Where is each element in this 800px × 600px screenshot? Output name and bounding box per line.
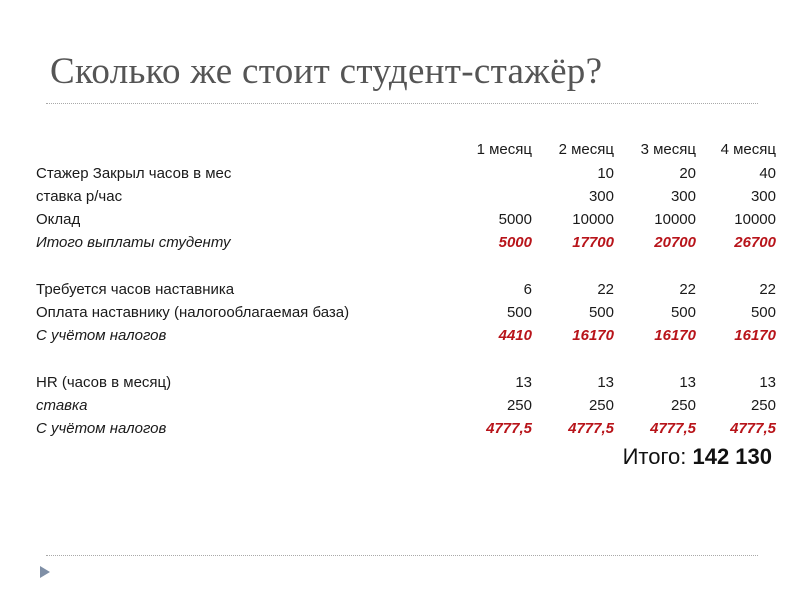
grand-total-value: 142 130	[692, 444, 772, 469]
cell-month-3: 300	[670, 188, 696, 205]
row-label: Требуется часов наставника	[36, 281, 235, 298]
cell-month-3: 250	[670, 397, 696, 414]
row-label: Стажер Закрыл часов в мес	[36, 165, 232, 182]
table-row-student-total	[36, 231, 776, 254]
column-header-month-3: 3 месяц	[640, 141, 696, 158]
table-spacer	[36, 254, 776, 278]
row-label: Итого выплаты студенту	[36, 234, 231, 251]
table-spacer	[36, 347, 776, 371]
cell-month-4: 22	[759, 281, 776, 298]
cell-month-4: 26700	[734, 234, 776, 251]
cell-month-1: 6	[523, 281, 532, 298]
cell-month-1: 13	[515, 374, 532, 391]
cell-month-1: 5000	[498, 211, 532, 228]
row-label: Оклад	[36, 211, 81, 228]
cell-month-3: 22	[679, 281, 696, 298]
cell-month-3: 20700	[654, 234, 696, 251]
row-label: ставка р/час	[36, 188, 123, 205]
cell-month-3: 10000	[654, 211, 696, 228]
row-label: С учётом налогов	[36, 420, 167, 437]
column-header-month-4: 4 месяц	[720, 141, 776, 158]
cell-month-2: 16170	[572, 327, 614, 344]
table-row-mentor-hours	[36, 278, 776, 301]
table-header-row	[36, 137, 776, 162]
cell-month-3: 13	[679, 374, 696, 391]
cost-table	[36, 137, 776, 440]
table-row-salary	[36, 208, 776, 231]
play-arrow-icon[interactable]	[40, 566, 50, 578]
cell-month-1: 5000	[498, 234, 532, 251]
cell-month-4: 250	[750, 397, 776, 414]
grand-total-label: Итого:	[622, 444, 687, 469]
row-label: Оплата наставнику (налогооблагаемая база)	[36, 304, 350, 321]
cell-month-3: 20	[679, 165, 696, 182]
cell-month-1: 4777,5	[486, 420, 532, 437]
cell-month-2: 4777,5	[568, 420, 614, 437]
cell-month-4: 13	[759, 374, 776, 391]
grand-total	[623, 444, 772, 470]
table-row-intern-hours	[36, 162, 776, 185]
table-row-mentor-with-taxes	[36, 324, 776, 347]
column-header-month-2: 2 месяц	[558, 141, 614, 158]
cell-month-3: 16170	[654, 327, 696, 344]
cell-month-2: 13	[597, 374, 614, 391]
cell-month-4: 16170	[734, 327, 776, 344]
cell-month-2: 300	[588, 188, 614, 205]
cell-month-1: 250	[506, 397, 532, 414]
row-label: HR (часов в месяц)	[36, 374, 172, 391]
slide-title: Сколько же стоит студент-стажёр?	[50, 51, 603, 92]
cell-month-2: 22	[597, 281, 614, 298]
column-header-month-1: 1 месяц	[476, 141, 532, 158]
title-divider	[46, 103, 758, 104]
cell-month-4: 10000	[734, 211, 776, 228]
table-row-hr-with-taxes	[36, 417, 776, 440]
table-row-mentor-pay	[36, 301, 776, 324]
table-row-intern-rate	[36, 185, 776, 208]
cell-month-4: 4777,5	[730, 420, 776, 437]
cell-month-2: 10000	[572, 211, 614, 228]
cell-month-1: 4410	[498, 327, 532, 344]
cell-month-4: 40	[759, 165, 776, 182]
cell-month-1: 500	[506, 304, 532, 321]
table-row-hr-rate	[36, 394, 776, 417]
row-label: ставка	[36, 397, 88, 414]
cell-month-4: 500	[750, 304, 776, 321]
cell-month-2: 250	[588, 397, 614, 414]
cell-month-2: 10	[597, 165, 614, 182]
cell-month-3: 4777,5	[650, 420, 696, 437]
cell-month-4: 300	[750, 188, 776, 205]
cell-month-3: 500	[670, 304, 696, 321]
row-label: С учётом налогов	[36, 327, 167, 344]
cell-month-2: 17700	[572, 234, 614, 251]
footer-divider	[46, 555, 758, 556]
cell-month-2: 500	[588, 304, 614, 321]
table-row-hr-hours	[36, 371, 776, 394]
